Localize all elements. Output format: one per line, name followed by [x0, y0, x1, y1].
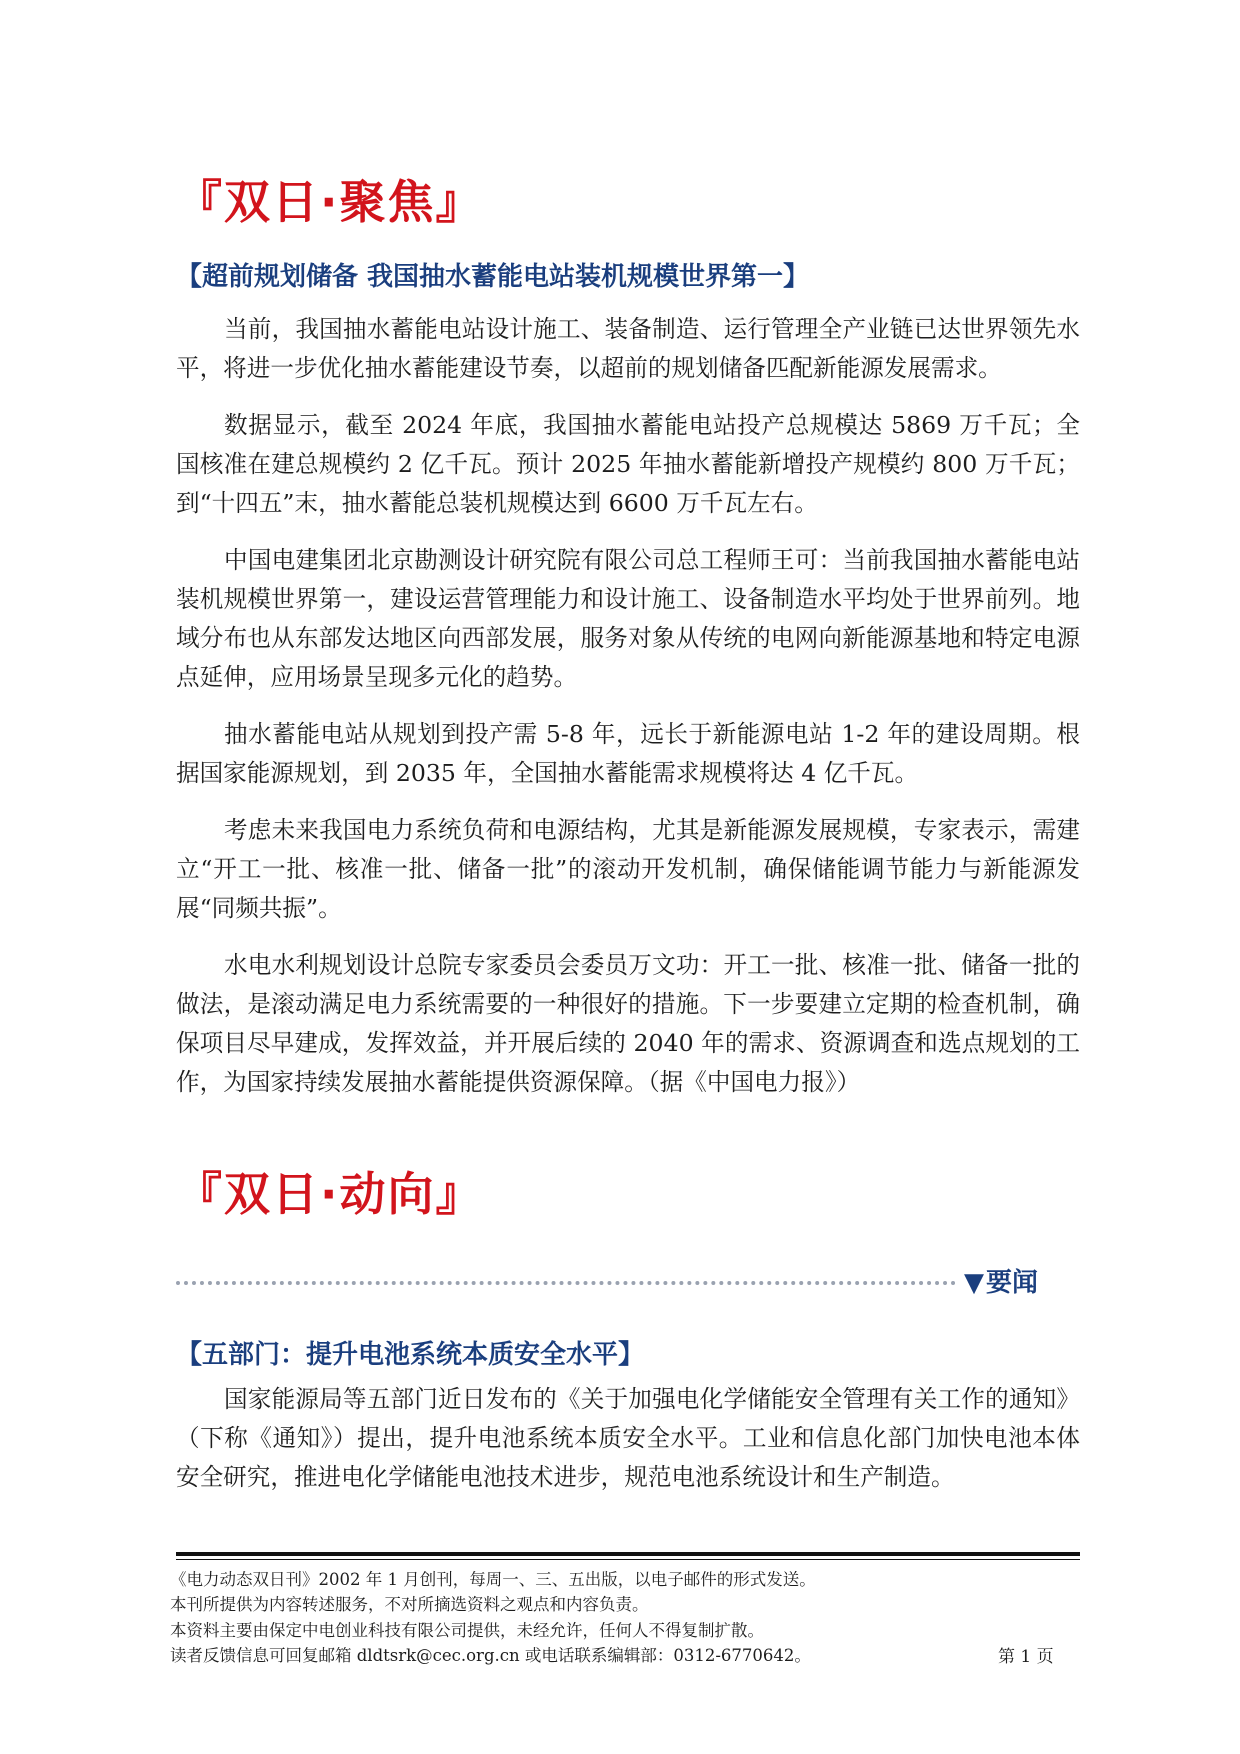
- section-heading-trends: 『双日·动向』: [176, 1167, 484, 1221]
- footer-divider-thin: [176, 1559, 1080, 1560]
- article-title-battery-safety: 【五部门：提升电池系统本质安全水平】: [176, 1340, 645, 1370]
- section-heading-focus: 『双日·聚焦』: [176, 175, 484, 229]
- page-number: 第 1 页: [998, 1647, 1054, 1667]
- category-tag-news: [964, 1262, 1038, 1299]
- footer-line-contact: 读者反馈信息可回复邮箱 dldtsrk@cec.org.cn 或电话联系编辑部：0312-6770642。: [170, 1646, 811, 1665]
- footer-line-publication: 《电力动态双日刊》2002 年 1 月创刊，每周一、三、五出版，以电子邮件的形式发送。: [170, 1570, 816, 1589]
- article-paragraph: 中国电建集团北京勘测设计研究院有限公司总工程师王可：当前我国抽水蓄能电站装机规模世界第一，建设运营管理能力和设计施工、设备制造水平均处于世界前列。地域分布也从东部发达地区向西部发展，服务对象从传统的电网向新能源基地和特定电源点延伸，应用场景呈现多元化的趋势。: [176, 546, 1080, 691]
- article-paragraph: 水电水利规划设计总院专家委员会委员万文功：开工一批、核准一批、储备一批的做法，是滚动满足电力系统需要的一种很好的措施。下一步要建立定期的检查机制，确保项目尽早建成，发挥效益，并开展后续的 2040 年的需求、资源调查和选点规划的工作，为国家持续发展抽水蓄能提供资源保障。（据《中国电力报》）: [176, 951, 1080, 1096]
- triangle-down-icon: ▼: [964, 1268, 984, 1298]
- category-label: 要闻: [986, 1268, 1039, 1298]
- footer-divider-thick: [176, 1552, 1080, 1556]
- article-paragraph: 国家能源局等五部门近日发布的《关于加强电化学储能安全管理有关工作的通知》（下称《通知》）提出，提升电池系统本质安全水平。工业和信息化部门加快电池本体安全研究，推进电化学储能电池技术进步，规范电池系统设计和生产制造。: [176, 1385, 1080, 1491]
- article-paragraph: 考虑未来我国电力系统负荷和电源结构，尤其是新能源发展规模，专家表示，需建立“开工一批、核准一批、储备一批”的滚动开发机制，确保储能调节能力与新能源发展“同频共振”。: [176, 816, 1080, 922]
- dotted-divider: [176, 1281, 956, 1285]
- footer-line-disclaimer: 本刊所提供为内容转述服务，不对所摘选资料之观点和内容负责。: [170, 1595, 649, 1614]
- article-title-pumped-storage: 【超前规划储备 我国抽水蓄能电站装机规模世界第一】: [176, 262, 810, 292]
- article-paragraph: 当前，我国抽水蓄能电站设计施工、装备制造、运行管理全产业链已达世界领先水平，将进一步优化抽水蓄能建设节奏，以超前的规划储备匹配新能源发展需求。: [176, 315, 1080, 382]
- article-paragraph: 抽水蓄能电站从规划到投产需 5-8 年，远长于新能源电站 1-2 年的建设周期。根据国家能源规划，到 2035 年，全国抽水蓄能需求规模将达 4 亿千瓦。: [176, 720, 1080, 787]
- footer-line-copyright: 本资料主要由保定中电创业科技有限公司提供，未经允许，任何人不得复制扩散。: [170, 1621, 764, 1640]
- article-paragraph: 数据显示，截至 2024 年底，我国抽水蓄能电站投产总规模达 5869 万千瓦；全国核准在建总规模约 2 亿千瓦。预计 2025 年抽水蓄能新增投产规模约 800 万千瓦；到“十四五”末，抽水蓄能总装机规模达到 6600 万千瓦左右。: [176, 411, 1080, 517]
